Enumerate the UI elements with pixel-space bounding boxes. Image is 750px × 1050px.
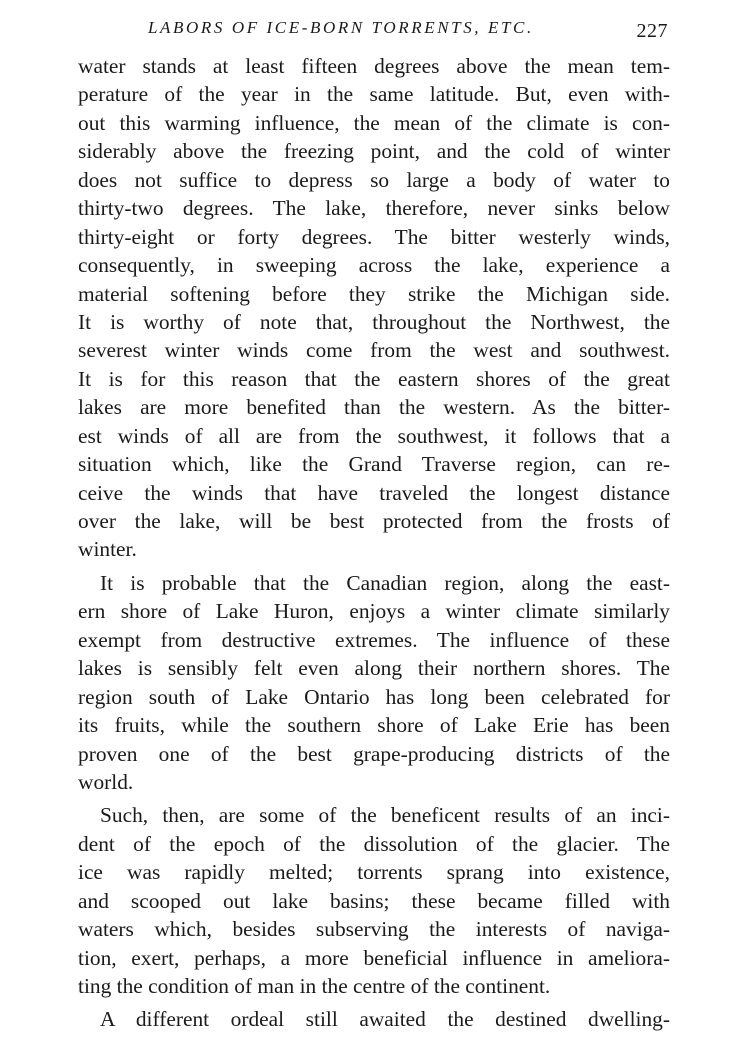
text-line: It is for this reason that the eastern shores of the great — [78, 366, 670, 391]
text-line: It is probable that the Canadian region, along the east- — [100, 570, 670, 595]
text-line: thirty-eight or forty degrees. The bitter westerly winds, — [78, 224, 670, 249]
text-line: does not suffice to depress so large a body of water to — [78, 167, 670, 192]
text-line: ern shore of Lake Huron, enjoys a winter climate similarly — [78, 599, 670, 624]
text-line: est winds of all are from the southwest, it follows that a — [78, 423, 670, 448]
text-line: dent of the epoch of the dissolution of the glacier. The — [78, 831, 670, 856]
text-line: region south of Lake Ontario has long been celebrated for — [78, 684, 670, 709]
running-head — [78, 14, 670, 44]
text-line: over the lake, will be best protected from the frosts of — [78, 509, 670, 533]
text-line: siderably above the freezing point, and the cold of winter — [78, 139, 670, 164]
text-line: proven one of the best grape-producing districts of the — [78, 741, 670, 766]
page-number: 227 — [636, 20, 668, 42]
text-line: It is worthy of note that, throughout the Northwest, the — [78, 309, 670, 334]
text-line: and scooped out lake basins; these became filled with — [78, 888, 670, 913]
book-page — [78, 14, 670, 1034]
text-line: lakes are more benefited than the western. As the bitter- — [78, 395, 670, 420]
text-line: material softening before they strike the Michigan side. — [78, 281, 670, 306]
text-line: thirty-two degrees. The lake, therefore, never sinks below — [78, 196, 670, 221]
paragraph — [78, 1005, 670, 1033]
body-text — [78, 52, 670, 1034]
text-line: situation which, like the Grand Traverse region, can re- — [78, 452, 670, 477]
text-line: out this warming influence, the mean of the climate is con- — [78, 110, 670, 135]
text-line: winter. — [78, 537, 137, 562]
paragraph — [78, 569, 670, 797]
running-title: LABORS OF ICE-BORN TORRENTS, ETC. — [148, 18, 534, 37]
text-line: exempt from destructive extremes. The influence of these — [78, 627, 670, 652]
text-line: its fruits, while the southern shore of Lake Erie has been — [78, 713, 670, 738]
text-line: tion, exert, perhaps, a more beneficial influence in ameliora- — [78, 945, 670, 970]
text-line: ting the condition of man in the centre of the continent. — [78, 974, 551, 998]
text-line: severest winter winds come from the west and southwest. — [78, 338, 670, 363]
text-line: lakes is sensibly felt even along their northern shores. The — [78, 656, 670, 681]
paragraph — [78, 801, 670, 1000]
text-line: waters which, besides subserving the interests of naviga- — [78, 917, 670, 942]
text-line: consequently, in sweeping across the lake, experience a — [78, 253, 670, 278]
text-line: ceive the winds that have traveled the longest distance — [78, 480, 670, 505]
text-line: A different ordeal still awaited the destined dwelling- — [100, 1007, 670, 1032]
text-line: perature of the year in the same latitude. But, even with- — [78, 82, 670, 107]
text-line: water stands at least fifteen degrees above the mean tem- — [78, 54, 670, 78]
text-line: world. — [78, 769, 134, 794]
text-line: ice was rapidly melted; torrents sprang into existence, — [78, 860, 670, 885]
text-line: Such, then, are some of the beneficent results of an inci- — [100, 803, 670, 828]
paragraph — [78, 52, 670, 564]
